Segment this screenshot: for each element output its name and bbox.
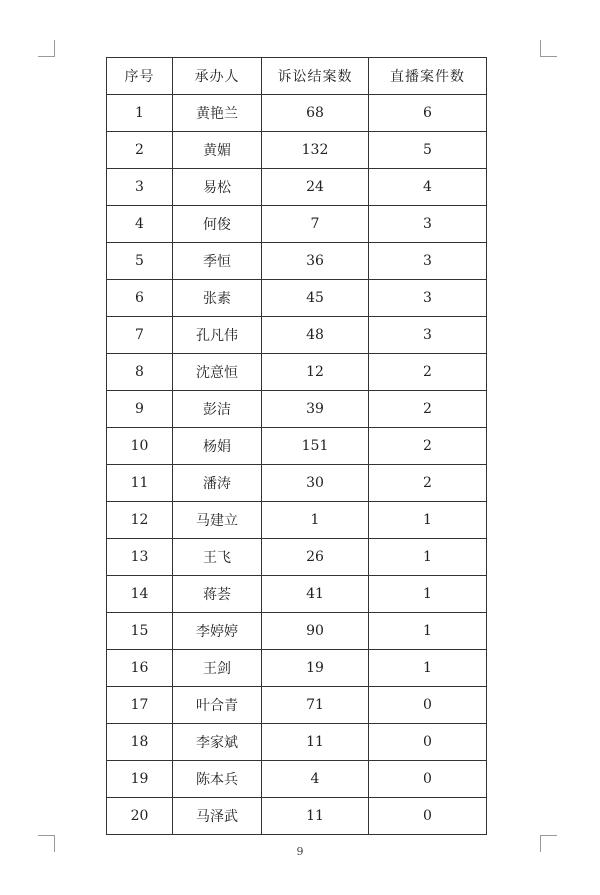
table-body: [107, 95, 487, 835]
table-header-row: [107, 58, 487, 95]
header-litigation-closed-count: 诉讼结案数: [262, 58, 369, 95]
cell-litigation-closed-count: 41: [262, 576, 369, 613]
cell-serial-number: 16: [107, 650, 173, 687]
cell-handler: 李家斌: [173, 724, 262, 761]
cell-handler: 黄艳兰: [173, 95, 262, 132]
cell-litigation-closed-count: 19: [262, 650, 369, 687]
cell-serial-number: 14: [107, 576, 173, 613]
cell-litigation-closed-count: 11: [262, 798, 369, 835]
cell-litigation-closed-count: 90: [262, 613, 369, 650]
cell-handler: 沈意恒: [173, 354, 262, 391]
table-row: [107, 724, 487, 761]
table-row: [107, 761, 487, 798]
table-row: [107, 576, 487, 613]
cell-livestream-case-count: 2: [369, 428, 487, 465]
cell-litigation-closed-count: 151: [262, 428, 369, 465]
cell-serial-number: 4: [107, 206, 173, 243]
cell-livestream-case-count: 0: [369, 761, 487, 798]
cell-serial-number: 19: [107, 761, 173, 798]
cell-serial-number: 18: [107, 724, 173, 761]
cell-livestream-case-count: 3: [369, 317, 487, 354]
cell-handler: 张素: [173, 280, 262, 317]
cell-litigation-closed-count: 11: [262, 724, 369, 761]
cell-handler: 陈本兵: [173, 761, 262, 798]
cell-livestream-case-count: 3: [369, 243, 487, 280]
cell-handler: 黄媚: [173, 132, 262, 169]
table-row: [107, 206, 487, 243]
cell-litigation-closed-count: 71: [262, 687, 369, 724]
cell-litigation-closed-count: 7: [262, 206, 369, 243]
cell-handler: 蒋荟: [173, 576, 262, 613]
table-row: [107, 502, 487, 539]
cell-serial-number: 11: [107, 465, 173, 502]
table-row: [107, 317, 487, 354]
cell-handler: 马泽武: [173, 798, 262, 835]
crop-mark-top-right: [540, 40, 557, 57]
cell-livestream-case-count: 4: [369, 169, 487, 206]
cell-livestream-case-count: 1: [369, 502, 487, 539]
cell-handler: 何俊: [173, 206, 262, 243]
table-row: [107, 650, 487, 687]
cell-handler: 王飞: [173, 539, 262, 576]
cell-serial-number: 10: [107, 428, 173, 465]
header-handler: 承办人: [173, 58, 262, 95]
cell-livestream-case-count: 3: [369, 206, 487, 243]
table-row: [107, 798, 487, 835]
header-livestream-case-count: 直播案件数: [369, 58, 487, 95]
cell-livestream-case-count: 6: [369, 95, 487, 132]
cell-handler: 王剑: [173, 650, 262, 687]
cell-serial-number: 6: [107, 280, 173, 317]
cell-handler: 潘涛: [173, 465, 262, 502]
table-row: [107, 465, 487, 502]
cell-handler: 杨娟: [173, 428, 262, 465]
cell-litigation-closed-count: 26: [262, 539, 369, 576]
cell-serial-number: 20: [107, 798, 173, 835]
table-row: [107, 391, 487, 428]
cell-litigation-closed-count: 132: [262, 132, 369, 169]
cell-serial-number: 7: [107, 317, 173, 354]
cell-litigation-closed-count: 36: [262, 243, 369, 280]
table-row: [107, 95, 487, 132]
cell-handler: 易松: [173, 169, 262, 206]
cell-livestream-case-count: 0: [369, 798, 487, 835]
cell-livestream-case-count: 2: [369, 354, 487, 391]
table-row: [107, 428, 487, 465]
cell-serial-number: 2: [107, 132, 173, 169]
cell-serial-number: 5: [107, 243, 173, 280]
cell-handler: 马建立: [173, 502, 262, 539]
cell-handler: 彭洁: [173, 391, 262, 428]
cell-livestream-case-count: 2: [369, 465, 487, 502]
table-row: [107, 687, 487, 724]
cell-handler: 叶合青: [173, 687, 262, 724]
header-serial-number: 序号: [107, 58, 173, 95]
cell-serial-number: 9: [107, 391, 173, 428]
table-row: [107, 132, 487, 169]
cell-litigation-closed-count: 30: [262, 465, 369, 502]
cell-litigation-closed-count: 12: [262, 354, 369, 391]
table-row: [107, 280, 487, 317]
cell-livestream-case-count: 5: [369, 132, 487, 169]
table-row: [107, 539, 487, 576]
cell-litigation-closed-count: 4: [262, 761, 369, 798]
cell-handler: 李婷婷: [173, 613, 262, 650]
cell-livestream-case-count: 3: [369, 280, 487, 317]
table-row: [107, 613, 487, 650]
cell-livestream-case-count: 0: [369, 687, 487, 724]
cell-serial-number: 17: [107, 687, 173, 724]
cell-handler: 季恒: [173, 243, 262, 280]
cell-livestream-case-count: 0: [369, 724, 487, 761]
cell-livestream-case-count: 1: [369, 539, 487, 576]
table-row: [107, 243, 487, 280]
page-number: 9: [296, 845, 304, 858]
crop-mark-top-left: [38, 40, 55, 57]
cell-litigation-closed-count: 68: [262, 95, 369, 132]
table-row: [107, 354, 487, 391]
cell-livestream-case-count: 2: [369, 391, 487, 428]
table-row: [107, 169, 487, 206]
cell-serial-number: 12: [107, 502, 173, 539]
cell-serial-number: 3: [107, 169, 173, 206]
cell-litigation-closed-count: 1: [262, 502, 369, 539]
cell-litigation-closed-count: 48: [262, 317, 369, 354]
cell-serial-number: 13: [107, 539, 173, 576]
cell-serial-number: 15: [107, 613, 173, 650]
case-statistics-table: [106, 57, 487, 835]
cell-serial-number: 1: [107, 95, 173, 132]
cell-litigation-closed-count: 45: [262, 280, 369, 317]
cell-litigation-closed-count: 24: [262, 169, 369, 206]
cell-litigation-closed-count: 39: [262, 391, 369, 428]
cell-handler: 孔凡伟: [173, 317, 262, 354]
cell-livestream-case-count: 1: [369, 650, 487, 687]
cell-serial-number: 8: [107, 354, 173, 391]
cell-livestream-case-count: 1: [369, 613, 487, 650]
cell-livestream-case-count: 1: [369, 576, 487, 613]
